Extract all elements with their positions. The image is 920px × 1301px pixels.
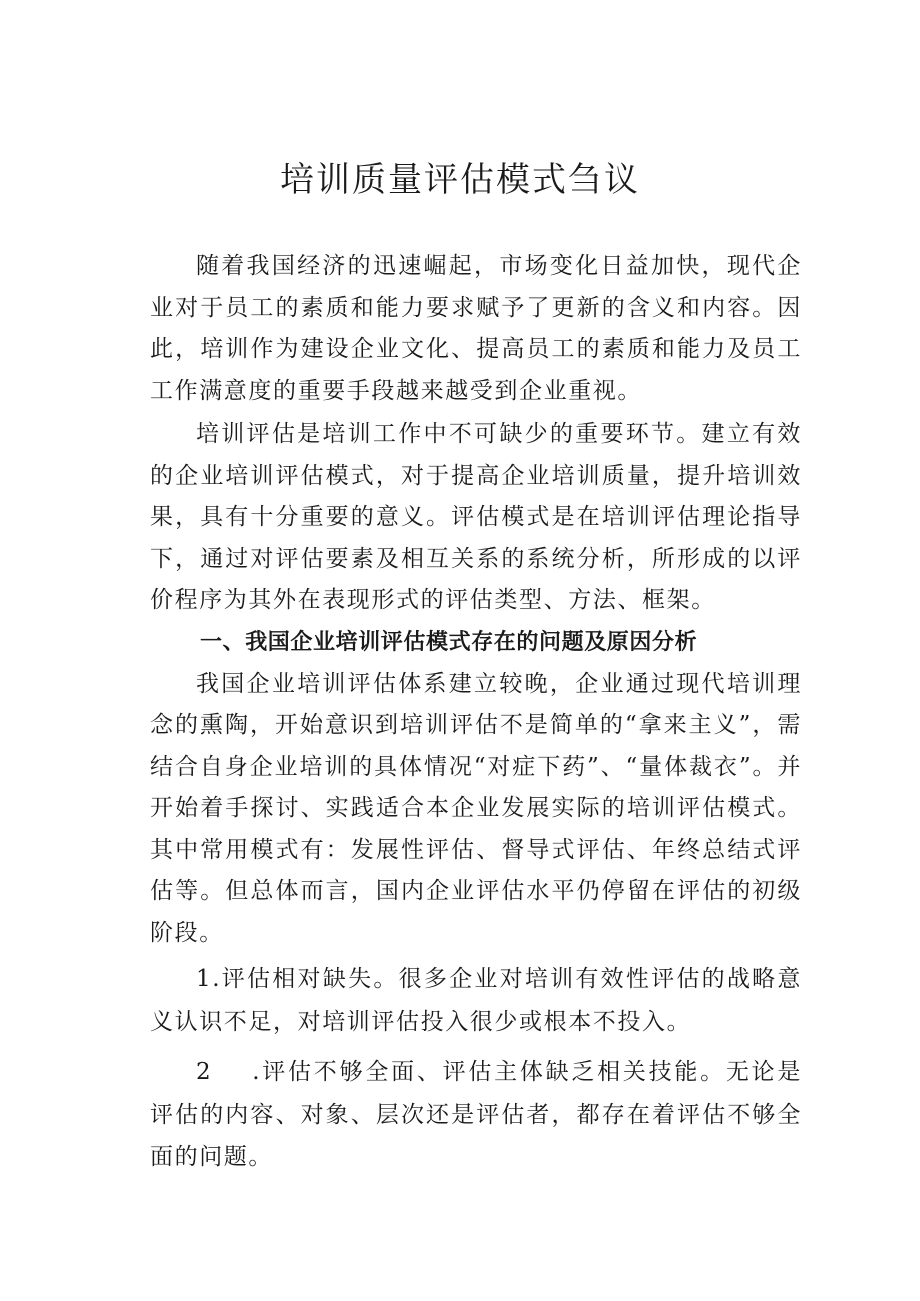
- paragraph-evaluation: 培训评估是培训工作中不可缺少的重要环节。建立有效的企业培训评估模式，对于提高企业培训质量，提升培训效果，具有十分重要的意义。评估模式是在培训评估理论指导下，通过对评估要素及相互关系的系统分析，所形成的以评价程序为其外在表现形式的评估类型、方法、框架。: [150, 421, 802, 613]
- list-item: [150, 1051, 802, 1179]
- document-title: 培训质量评估模式刍议: [280, 160, 640, 200]
- paragraph-intro: 随着我国经济的迅速崛起，市场变化日益加快，现代企业对于员工的素质和能力要求赋予了更新的含义和内容。因此，培训作为建设企业文化、提高员工的素质和能力及员工工作满意度的重要手段越来越受到企业重视。: [150, 253, 802, 404]
- list-item-number: 2: [196, 1059, 213, 1085]
- list-item: [150, 958, 802, 1043]
- list-item-number: 1: [196, 966, 213, 992]
- section-heading: 一、我国企业培训评估模式存在的问题及原因分析: [200, 629, 698, 655]
- document-body: [150, 246, 802, 1179]
- list-item-text: .评估相对缺失。很多企业对培训有效性评估的战略意义认识不足，对培训评估投入很少或根本不投入。: [150, 966, 802, 1035]
- list-item-text: .评估不够全面、评估主体缺乏相关技能。无论是评估的内容、对象、层次还是评估者，都存在着评估不够全面的问题。: [150, 1059, 802, 1170]
- paragraph-section: 我国企业培训评估体系建立较晚，企业通过现代培训理念的熏陶，开始意识到培训评估不是简单的“拿来主义”，需结合自身企业培训的具体情况“对症下药”、“量体裁衣”。并开始着手探讨、实践适合本企业发展实际的培训评估模式。其中常用模式有：发展性评估、督导式评估、年终总结式评估等。但总体而言，国内企业评估水平仍停留在评估的初级阶段。: [150, 670, 802, 946]
